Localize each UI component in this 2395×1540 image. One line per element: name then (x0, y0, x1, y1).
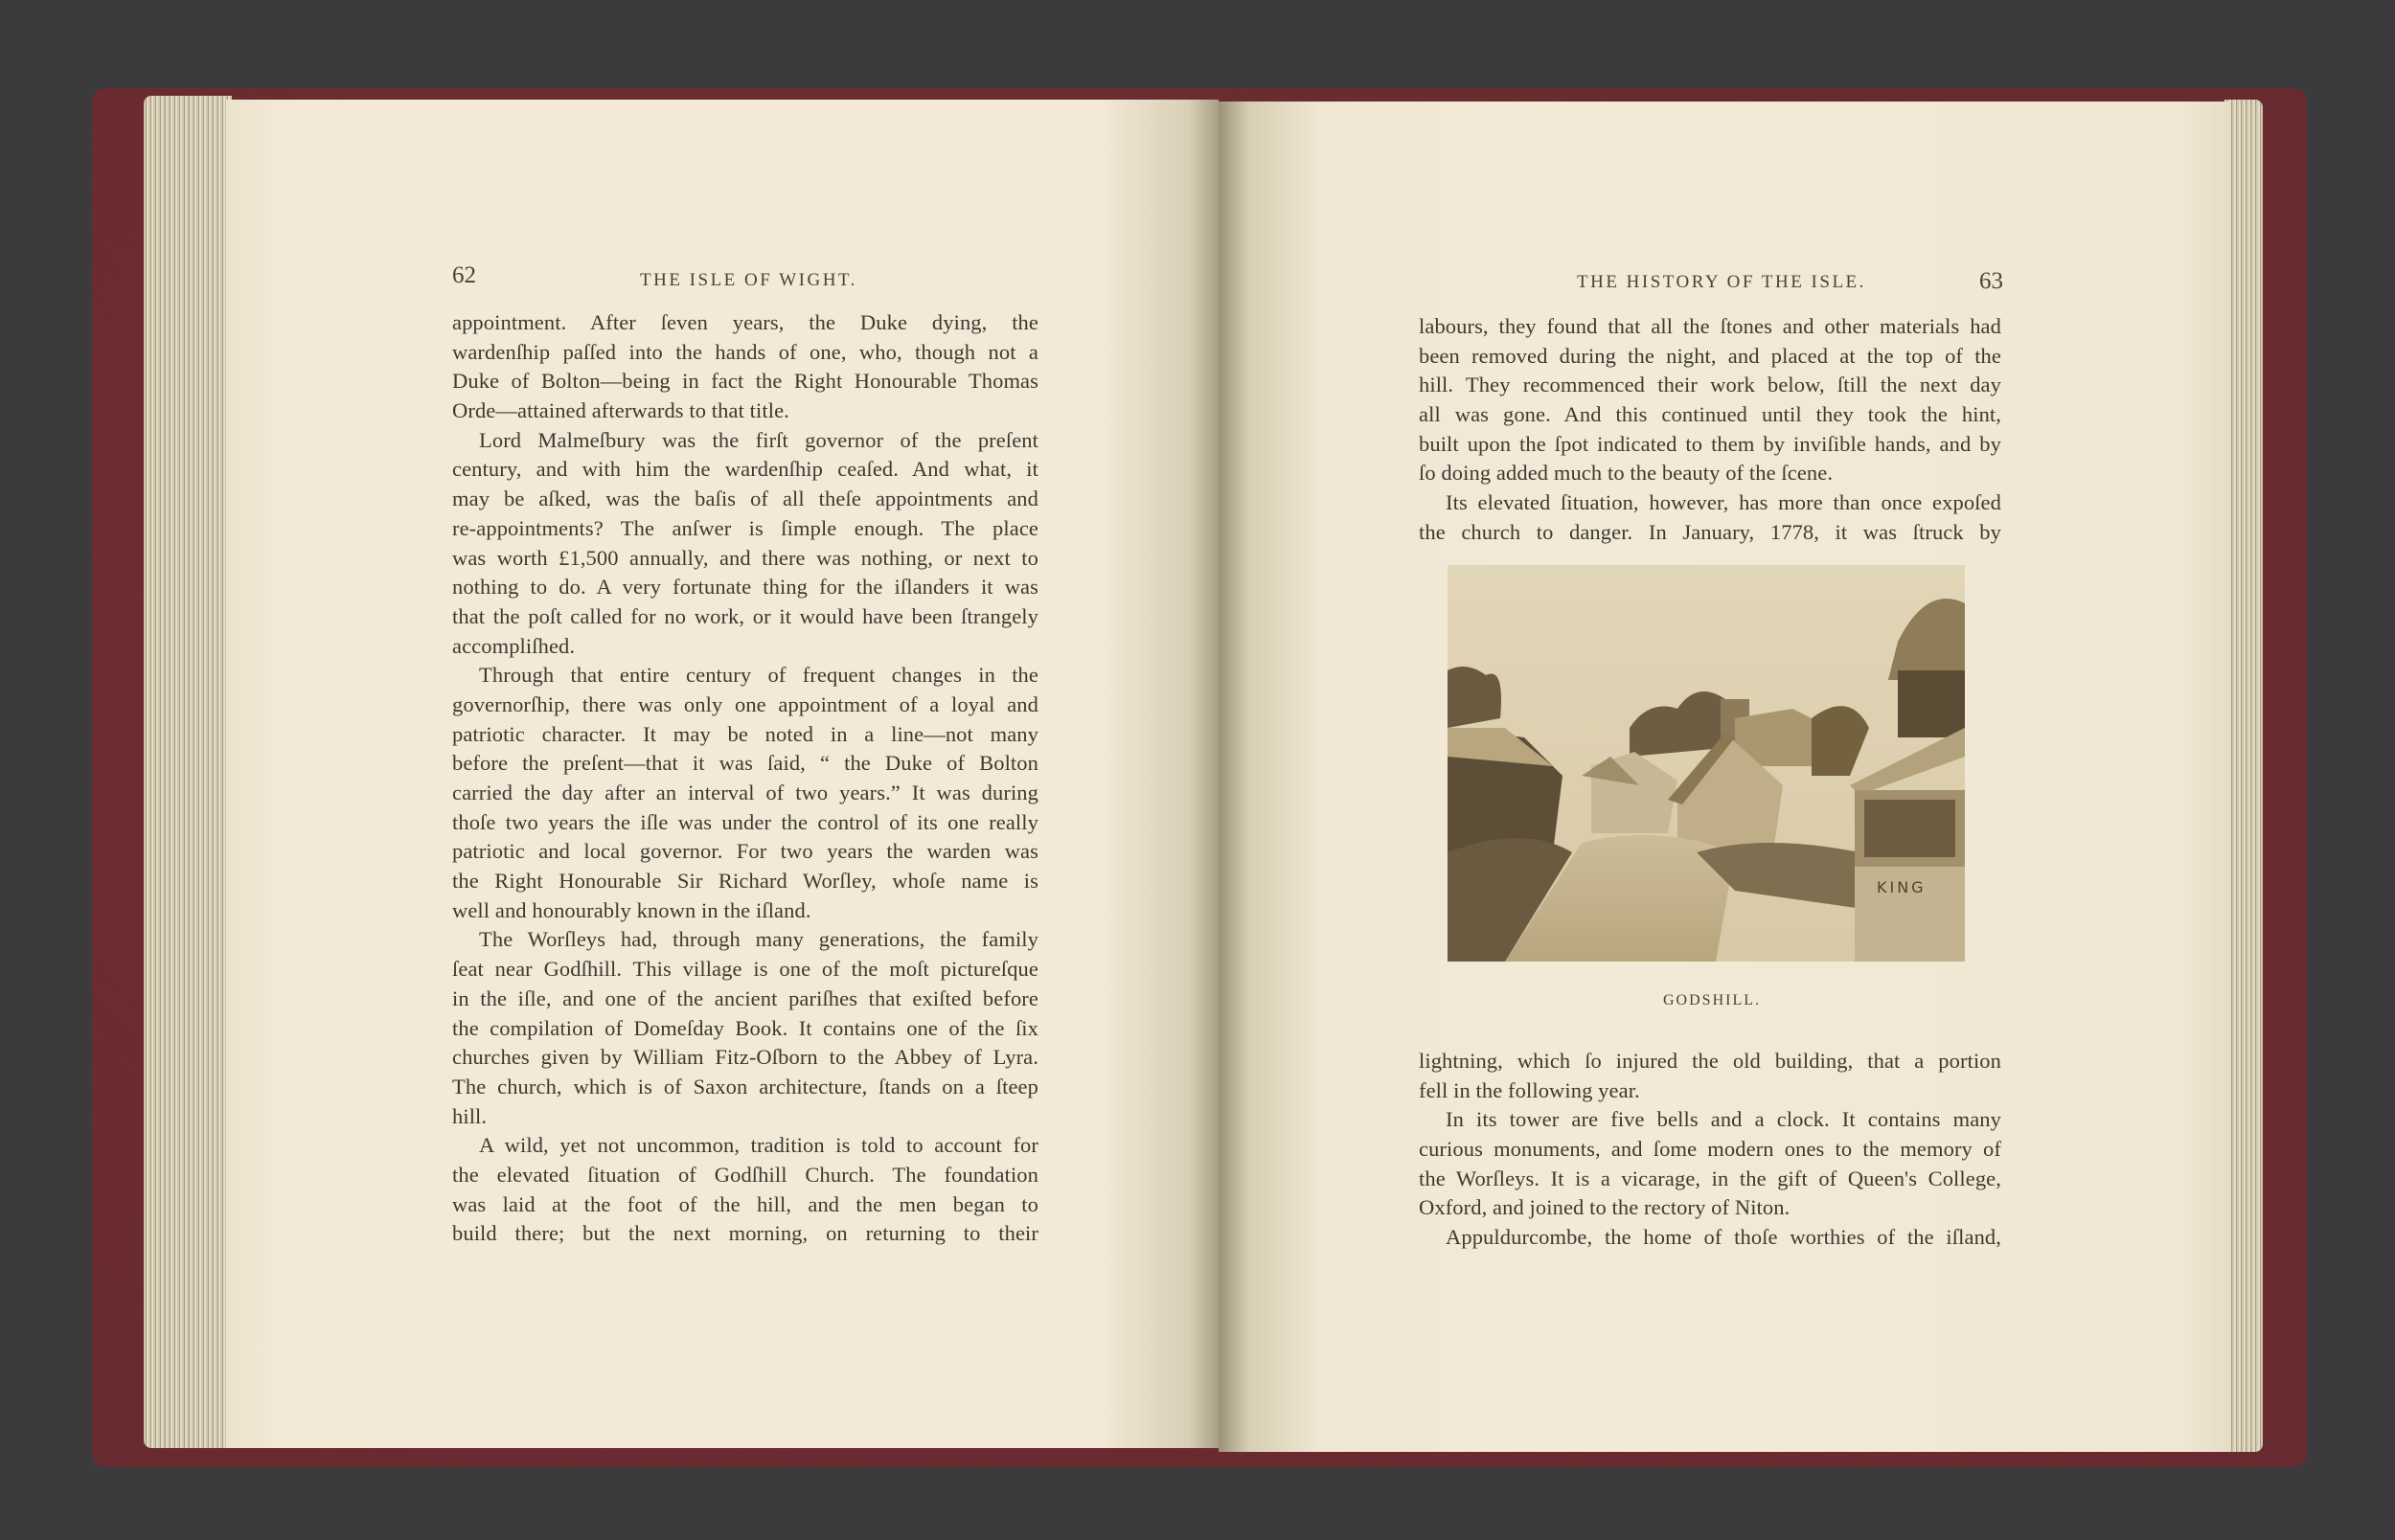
page-number-right: 63 (1979, 268, 2003, 294)
text-line: labours, they found that all the ſtones and other materials had (1419, 314, 2001, 338)
text-line: may be aſked, was the baſis of all theſe appointments and (452, 487, 1038, 511)
text-line: re-appointments? The anſwer is ſimple enough. The place (452, 515, 1038, 540)
text-line: hill. They recommenced their work below, ſtill the next day (1419, 373, 2001, 397)
text-line: The church, which is of Saxon architecture, ſtands on a ſteep (452, 1074, 1038, 1098)
text-line: century, and with him the wardenſhip ceaſed. And what, it (452, 457, 1038, 482)
text-line: In its tower are five bells and a clock. It contains many (1446, 1107, 2001, 1132)
text-line: Through that entire century of frequent changes in the (479, 663, 1038, 688)
text-line: the church to danger. In January, 1778, it was ſtruck by (1419, 519, 2001, 544)
text-line: fell in the following year. (1419, 1077, 1640, 1102)
running-head-left: THE ISLE OF WIGHT. (640, 270, 857, 290)
text-line: patriotic character. It may be noted in a line—not many (452, 721, 1038, 746)
text-line: been removed during the night, and placed at the top of the (1419, 343, 2001, 368)
text-line: the elevated ſituation of Godſhill Church. The foundation (452, 1162, 1038, 1187)
shop-sign-text: KING (1877, 878, 1927, 896)
godshill-photograph (1448, 565, 1965, 962)
text-line: hill. (452, 1103, 488, 1128)
text-line: was laid at the foot of the hill, and the men began to (452, 1191, 1038, 1216)
page-number-left: 62 (452, 262, 476, 288)
text-line: appointment. After ſeven years, the Duke dying, the (452, 310, 1038, 334)
text-line: the compilation of Domeſday Book. It contains one of the ſix (452, 1015, 1038, 1040)
text-line: curious monuments, and ſome modern ones to the memory of (1419, 1137, 2001, 1162)
right-page-body-top (1419, 312, 2001, 548)
text-line: Orde—attained afterwards to that title. (452, 398, 789, 423)
text-line: well and honourably known in the iſland. (452, 897, 811, 922)
text-line: Lord Malmeſbury was the firſt governor of the preſent (479, 427, 1038, 452)
text-line: Duke of Bolton—being in fact the Right Honourable Thomas (452, 369, 1038, 394)
page-edges-left (144, 96, 232, 1448)
text-line: patriotic and local governor. For two years the warden was (452, 839, 1038, 864)
text-line: ſo doing added much to the beauty of the ſcene. (1419, 461, 1834, 486)
text-line: thoſe two years the iſle was under the control of its one really (452, 809, 1038, 834)
text-line: Oxford, and joined to the rectory of Niton. (1419, 1195, 1791, 1220)
text-line: was worth £1,500 annually, and there was nothing, or next to (452, 545, 1038, 570)
text-line: the Worſleys. It is a vicarage, in the gift of Queen's College, (1419, 1166, 2001, 1190)
text-line: build there; but the next morning, on returning to their (452, 1221, 1038, 1246)
text-line: nothing to do. A very fortunate thing for the iſlanders it was (452, 575, 1038, 600)
text-line: Its elevated ſituation, however, has more than once expoſed (1446, 490, 2001, 515)
text-line: that the poſt called for no work, or it would have been ſtrangely (452, 603, 1038, 628)
text-line: churches given by William Fitz-Oſborn to the Abbey of Lyra. (452, 1045, 1038, 1070)
text-line: the Right Honourable Sir Richard Worſley, whoſe name is (452, 869, 1038, 894)
text-line: carried the day after an interval of two years.” It was during (452, 781, 1038, 804)
text-line: accompliſhed. (452, 633, 576, 658)
text-line: ſeat near Godſhill. This village is one of the moſt pictureſque (452, 957, 1038, 982)
right-page-body-bottom (1419, 1047, 2001, 1253)
text-line: wardenſhip paſſed into the hands of one, who, though not a (452, 339, 1038, 364)
page-edges-right (2224, 100, 2263, 1452)
text-line: before the preſent—that it was ſaid, “ the Duke of Bolton (452, 751, 1038, 776)
text-line: governorſhip, there was only one appointment of a loyal and (452, 691, 1038, 716)
running-head-right: THE HISTORY OF THE ISLE. (1577, 272, 1866, 292)
text-line: in the iſle, and one of the ancient pariſhes that exiſted before (452, 985, 1038, 1010)
text-line: all was gone. And this continued until they took the hint, (1419, 402, 2001, 427)
text-line: Appuldurcombe, the home of thoſe worthies of the iſland, (1446, 1225, 2001, 1250)
text-line: lightning, which ſo injured the old building, that a portion (1419, 1049, 2001, 1073)
plate-caption: GODSHILL. (1663, 992, 1761, 1008)
text-line: A wild, yet not uncommon, tradition is told to account for (479, 1133, 1038, 1158)
left-page-body (452, 308, 1038, 1249)
text-line: built upon the ſpot indicated to them by inviſible hands, and by (1419, 431, 2001, 456)
text-line: The Worſleys had, through many generations, the family (479, 927, 1038, 952)
